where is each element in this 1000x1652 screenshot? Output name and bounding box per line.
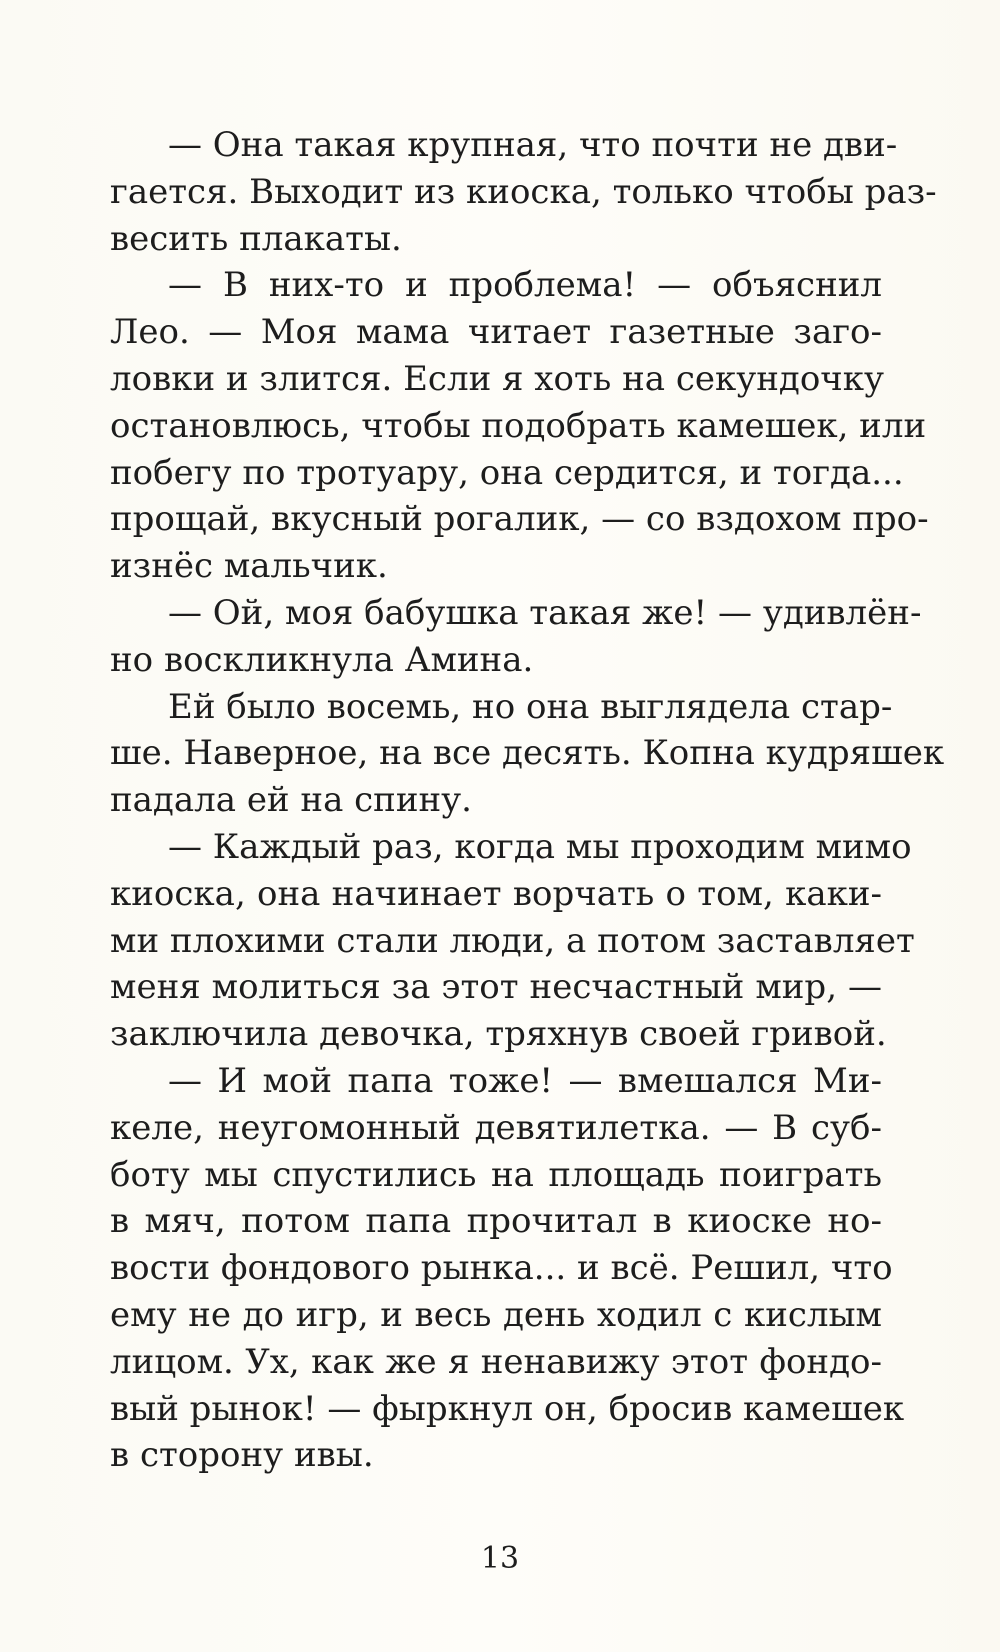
paragraph <box>110 684 945 824</box>
text-line: ловки и злится. Если я хоть на секундочку <box>110 358 885 399</box>
paragraph <box>110 590 922 684</box>
text-line: заключила девочка, тряхнув своей гривой. <box>110 1014 887 1055</box>
paragraph <box>110 824 915 1058</box>
paragraph <box>110 262 929 590</box>
text-line: — Каждый раз, когда мы проходим мимо <box>168 826 912 867</box>
text-line: Ей было восемь, но она выглядела стар- <box>168 686 893 727</box>
text-line: побегу по тротуару, она сердится, и тогда... <box>110 452 904 493</box>
text-line: ми плохими стали люди, а потом заставляет <box>110 920 915 961</box>
text-line: — И мой папа тоже! — вмешался Ми- <box>168 1060 882 1101</box>
text-line: киоска, она начинает ворчать о том, каки- <box>110 873 882 914</box>
text-line: — В них-то и проблема! — объяснил <box>168 265 882 306</box>
text-line: падала ей на спину. <box>110 780 472 821</box>
text-line: но воскликнула Амина. <box>110 639 534 680</box>
text-line: ше. Наверное, на все десять. Копна кудряшек <box>110 733 945 774</box>
text-line: в сторону ивы. <box>110 1435 374 1476</box>
text-line: ему не до игр, и весь день ходил с кислым <box>110 1294 882 1335</box>
text-line: вый рынок! — фыркнул он, бросив камешек <box>110 1388 905 1429</box>
text-line: остановлюсь, чтобы подобрать камешек, или <box>110 405 927 446</box>
text-line: гается. Выходит из киоска, только чтобы раз- <box>110 171 937 212</box>
text-line: — Ой, моя бабушка такая же! — удивлён- <box>168 592 922 633</box>
text-line: боту мы спустились на площадь поиграть <box>110 1154 882 1195</box>
text-line: в мяч, потом папа прочитал в киоске но- <box>110 1201 882 1242</box>
text-line: прощай, вкусный рогалик, — со вздохом про- <box>110 499 929 540</box>
page-number: 13 <box>480 1541 520 1576</box>
text-line: вости фондового рынка... и всё. Решил, что <box>110 1248 893 1289</box>
text-line: лицом. Ух, как же я ненавижу этот фондо- <box>110 1341 882 1382</box>
text-line: изнёс мальчик. <box>110 546 388 587</box>
body-text <box>110 122 945 1479</box>
text-line: меня молиться за этот несчастный мир, — <box>110 967 882 1008</box>
text-line: — Она такая крупная, что почти не дви- <box>168 125 898 165</box>
text-line: келе, неугомонный девятилетка. — В суб- <box>110 1107 882 1148</box>
paragraph <box>110 122 937 262</box>
text-line: Лео. — Моя мама читает газетные заго- <box>110 312 882 353</box>
paragraph <box>110 1058 905 1479</box>
text-line: весить плакаты. <box>110 218 402 259</box>
